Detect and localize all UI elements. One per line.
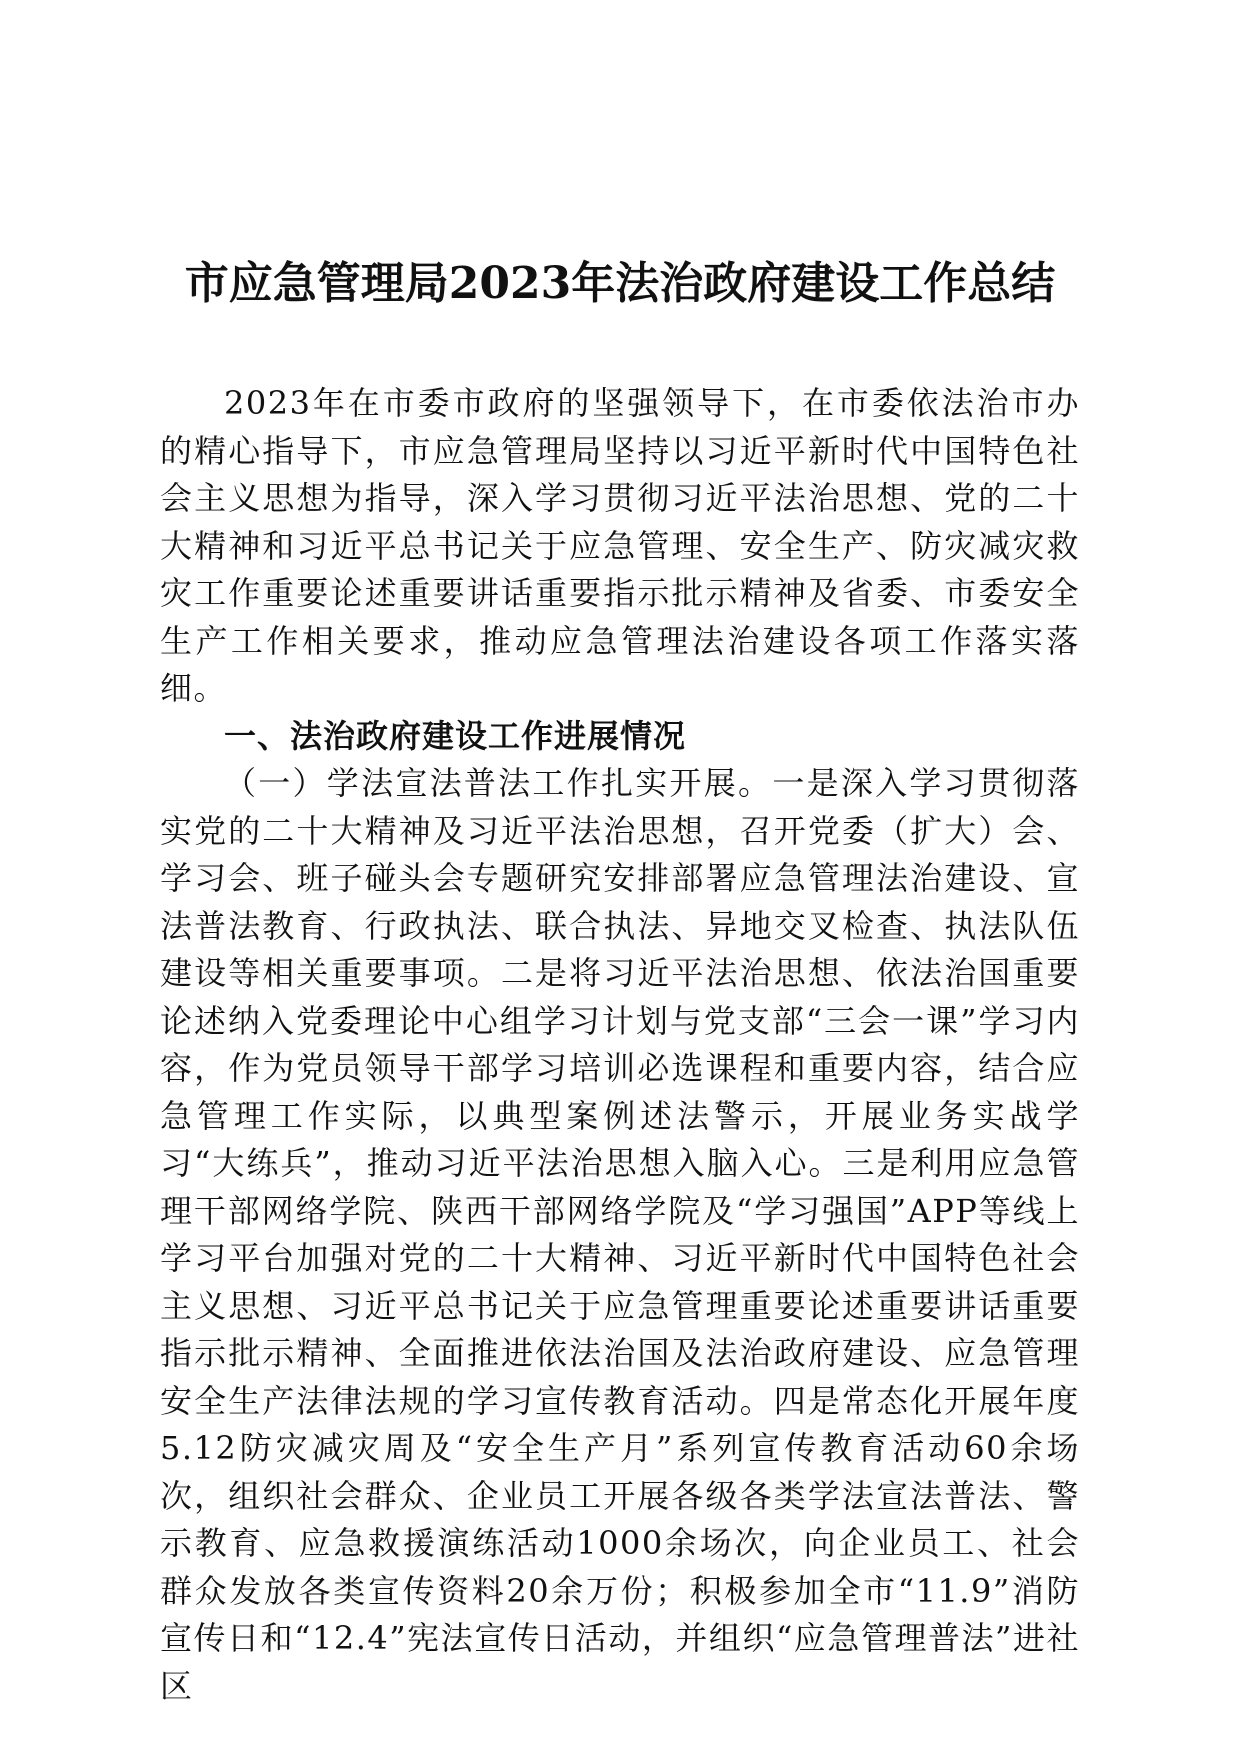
document-body bbox=[160, 380, 1080, 1710]
section-heading: 一、法治政府建设工作进展情况 bbox=[224, 716, 687, 755]
document-title: 市应急管理局2023年法治政府建设工作总结 bbox=[184, 258, 1056, 309]
intro-paragraph: 2023年在市委市政府的坚强领导下，在市委依法治市办的精心指导下，市应急管理局坚持以习近平新时代中国特色社会主义思想为指导，深入学习贯彻习近平法治思想、党的二十大精神和习近平总书记关于应急管理、安全生产、防灾减灾救灾工作重要论述重要讲话重要指示批示精神及省委、市委安全生产工作相关要求，推动应急管理法治建设各项工作落实落细。 bbox=[160, 384, 1080, 707]
subsection-heading: （一）学法宣法普法工作扎实开展。 bbox=[224, 764, 773, 802]
subsection-paragraph bbox=[160, 760, 1080, 1710]
subsection-body: 一是深入学习贯彻落实党的二十大精神及习近平法治思想，召开党委（扩大）会、学习会、班子碰头会专题研究安排部署应急管理法治建设、宣法普法教育、行政执法、联合执法、异地交叉检查、执法队伍建设等相关重要事项。二是将习近平法治思想、依法治国重要论述纳入党委理论中心组学习计划与党支部“三会一课”学习内容，作为党员领导干部学习培训必选课程和重要内容，结合应急管理工作实际，以典型案例述法警示，开展业务实战学习“大练兵”，推动习近平法治思想入脑入心。三是利用应急管理干部网络学院、陕西干部网络学院及“学习强国”APP等线上学习平台加强对党的二十大精神、习近平新时代中国特色社会主义思想、习近平总书记关于应急管理重要论述重要讲话重要指示批示精神、全面推进依法治国及法治政府建设、应急管理安全生产法律法规的学习宣传教育活动。四是常态化开展年度5.12防灾减灾周及“安全生产月”系列宣传教育活动60余场次，组织社会群众、企业员工开展各级各类学法宣法普法、警示教育、应急救援演练活动1000余场次，向企业员工、社会群众发放各类宣传资料20余万份；积极参加全市“11.9”消防宣传日和“12.4”宪法宣传日活动，并组织“应急管理普法”进社区 bbox=[160, 764, 1080, 1705]
